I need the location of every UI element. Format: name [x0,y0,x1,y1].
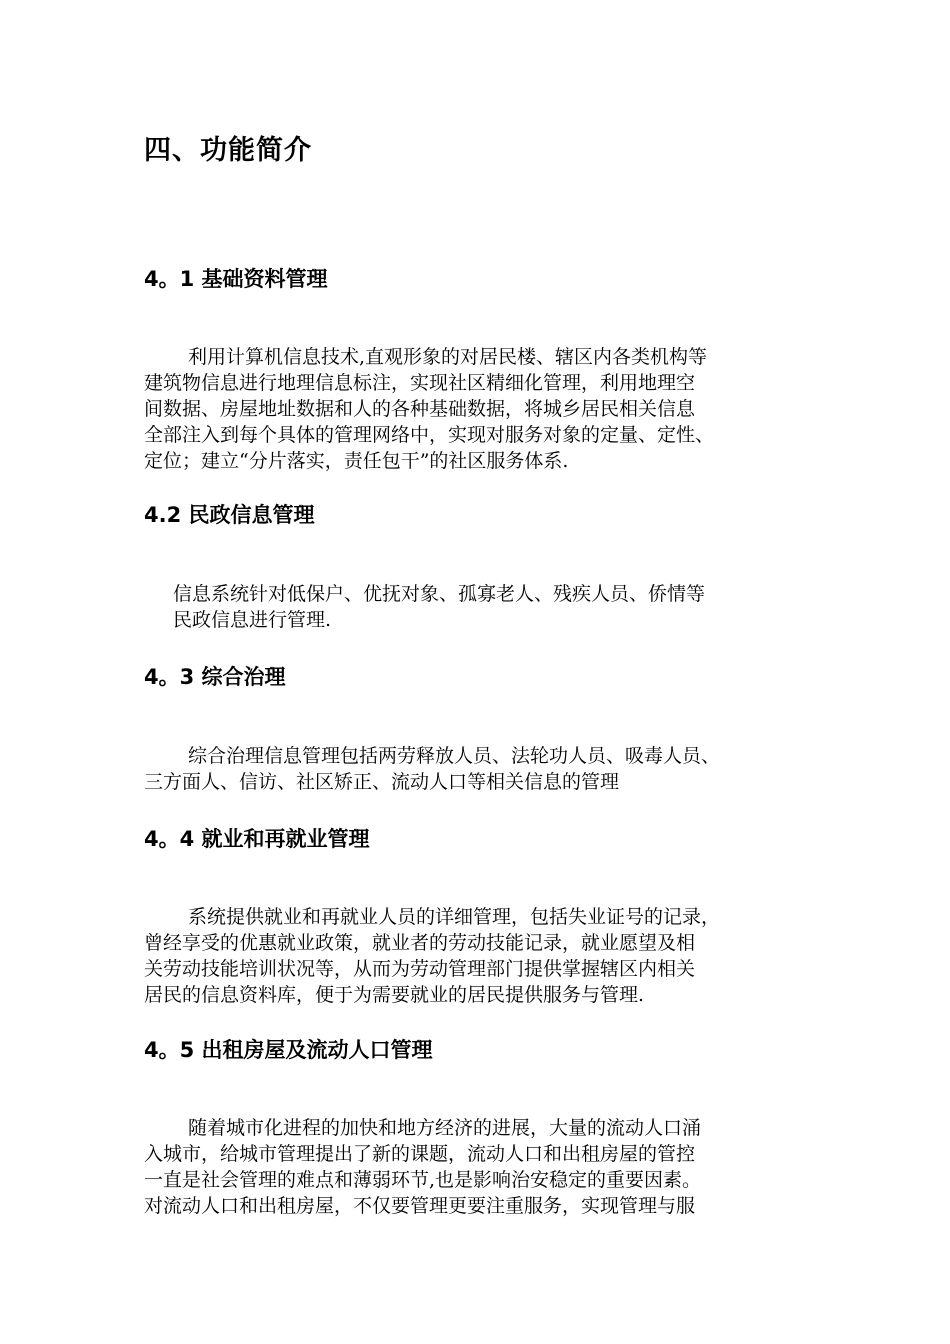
section-paragraph-4-3 [144,743,824,795]
paragraph-line: 定位；建立“分片落实，责任包干”的社区服务体系. [144,450,569,472]
paragraph-line: 信息系统针对低保户、优抚对象、孤寡老人、残疾人员、侨情等 [173,583,706,605]
section-paragraph-4-4 [144,904,824,1008]
section-paragraph-4-2 [173,581,853,633]
paragraph-line: 居民的信息资料库，便于为需要就业的居民提供服务与管理. [144,984,645,1006]
paragraph-line: 民政信息进行管理. [173,609,332,631]
paragraph-line: 随着城市化进程的加快和地方经济的进展，大量的流动人口涌 [188,1117,702,1139]
paragraph-line: 曾经享受的优惠就业政策，就业者的劳动技能记录，就业愿望及相 [144,932,696,954]
section-paragraph-4-1 [144,344,824,474]
section-heading-4-4: 4。4 就业和再就业管理 [144,827,370,851]
paragraph-line: 综合治理信息管理包括两劳释放人员、法轮功人员、吸毒人员、 [188,745,721,767]
section-heading-4-3: 4。3 综合治理 [144,665,286,689]
paragraph-line: 三方面人、信访、社区矫正、流动人口等相关信息的管理 [144,771,620,793]
section-heading-4-5: 4。5 出租房屋及流动人口管理 [144,1038,433,1062]
paragraph-line: 关劳动技能培训状况等，从而为劳动管理部门提供掌握辖区内相关 [144,958,696,980]
paragraph-line: 全部注入到每个具体的管理网络中，实现对服务对象的定量、定性、 [144,424,715,446]
paragraph-line: 间数据、房屋地址数据和人的各种基础数据，将城乡居民相关信息 [144,398,696,420]
page-title: 四、功能简介 [144,135,312,166]
section-paragraph-4-5 [144,1115,824,1219]
section-heading-4-1: 4。1 基础资料管理 [144,267,328,291]
paragraph-line: 利用计算机信息技术,直观形象的对居民楼、辖区内各类机构等 [188,346,708,368]
paragraph-line: 入城市，给城市管理提出了新的课题，流动人口和出租房屋的管控 [144,1143,696,1165]
paragraph-line: 系统提供就业和再就业人员的详细管理，包括失业证号的记录， [188,906,721,928]
paragraph-line: 对流动人口和出租房屋，不仅要管理更要注重服务，实现管理与服 [144,1195,696,1217]
paragraph-line: 建筑物信息进行地理信息标注，实现社区精细化管理，利用地理空 [144,372,696,394]
section-heading-4-2: 4.2 民政信息管理 [144,503,315,527]
paragraph-line: 一直是社会管理的难点和薄弱环节,也是影响治安稳定的重要因素。 [144,1169,702,1191]
